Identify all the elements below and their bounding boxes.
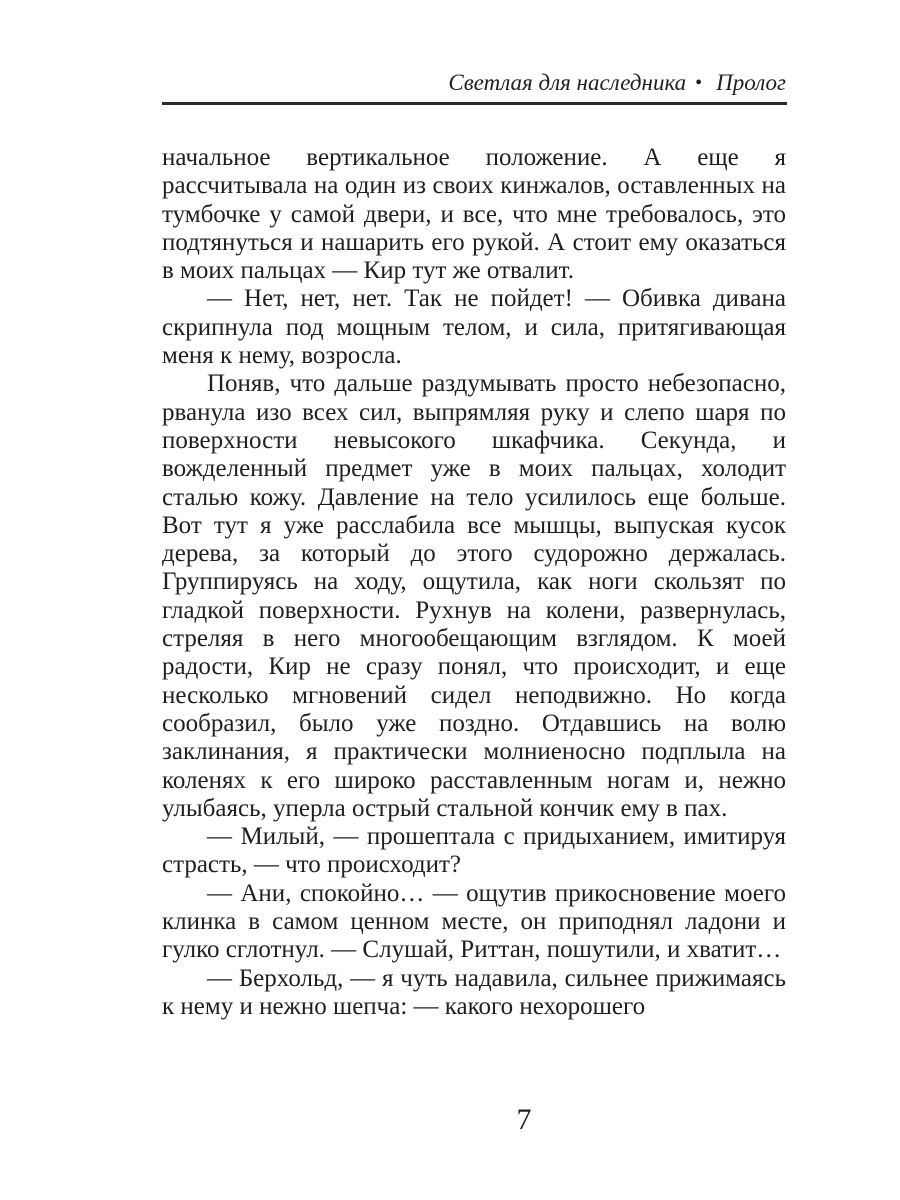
body-text [162,144,786,1021]
body-paragraph: — Берхольд, — я чуть надавила, сильнее прижимаясь к нему и нежно шепча: — какого нехорошего [162,964,786,1020]
body-paragraph: — Ани, спокойно… — ощутив прикосновение моего клинка в самом ценном месте, он приподнял ладони и гулко сглотнул. — Слушай, Риттан, пошутили, и хватит… [162,879,786,964]
header-rule [162,102,787,105]
body-paragraph: — Нет, нет, нет. Так не пойдет! — Обивка дивана скрипнула под мощным телом, и сила, притягивающая меня к нему, возросла. [162,285,786,370]
body-paragraph: — Милый, — прошептала с придыханием, имитируя страсть, — что происходит? [162,823,786,879]
page-number: 7 [516,1103,532,1136]
running-header-title: Светлая для наследника [448,70,687,95]
body-paragraph: Поняв, что дальше раздумывать просто небезопасно, рванула изо всех сил, выпрямляя руку и слепо шаря по поверхности невысокого шкафчика. Секунда, и вожделенный предмет уже в моих пальцах, холодит сталью кожу. Давление на тело усилилось еще больше. Вот тут я уже расслабила все мышцы, выпуская кусок дерева, за который до этого судорожно держалась. Группируясь на ходу, ощутила, как ноги скользят по гладкой поверхности. Рухнув на колени, развернулась, стреляя в него многообещающим взглядом. К моей радости, Кир не сразу понял, что происходит, и еще несколько мгновений сидел неподвижно. Но когда сообразил, было уже поздно. Отдавшись на волю заклинания, я практически молниеносно подплыла на коленях к его широко расставленным ногам и, нежно улыбаясь, уперла острый стальной кончик ему в пах. [162,370,786,822]
body-paragraph: начальное вертикальное положение. А еще я рассчитывала на один из своих кинжалов, оставленных на тумбочке у самой двери, и все, что мне требовалось, это подтянуться и нашарить его рукой. А стоит ему оказаться в моих пальцах — Кир тут же отвалит. [162,144,786,285]
running-header-section: Пролог [716,70,786,95]
running-header [162,70,786,96]
bullet-separator-icon: • [695,72,703,94]
